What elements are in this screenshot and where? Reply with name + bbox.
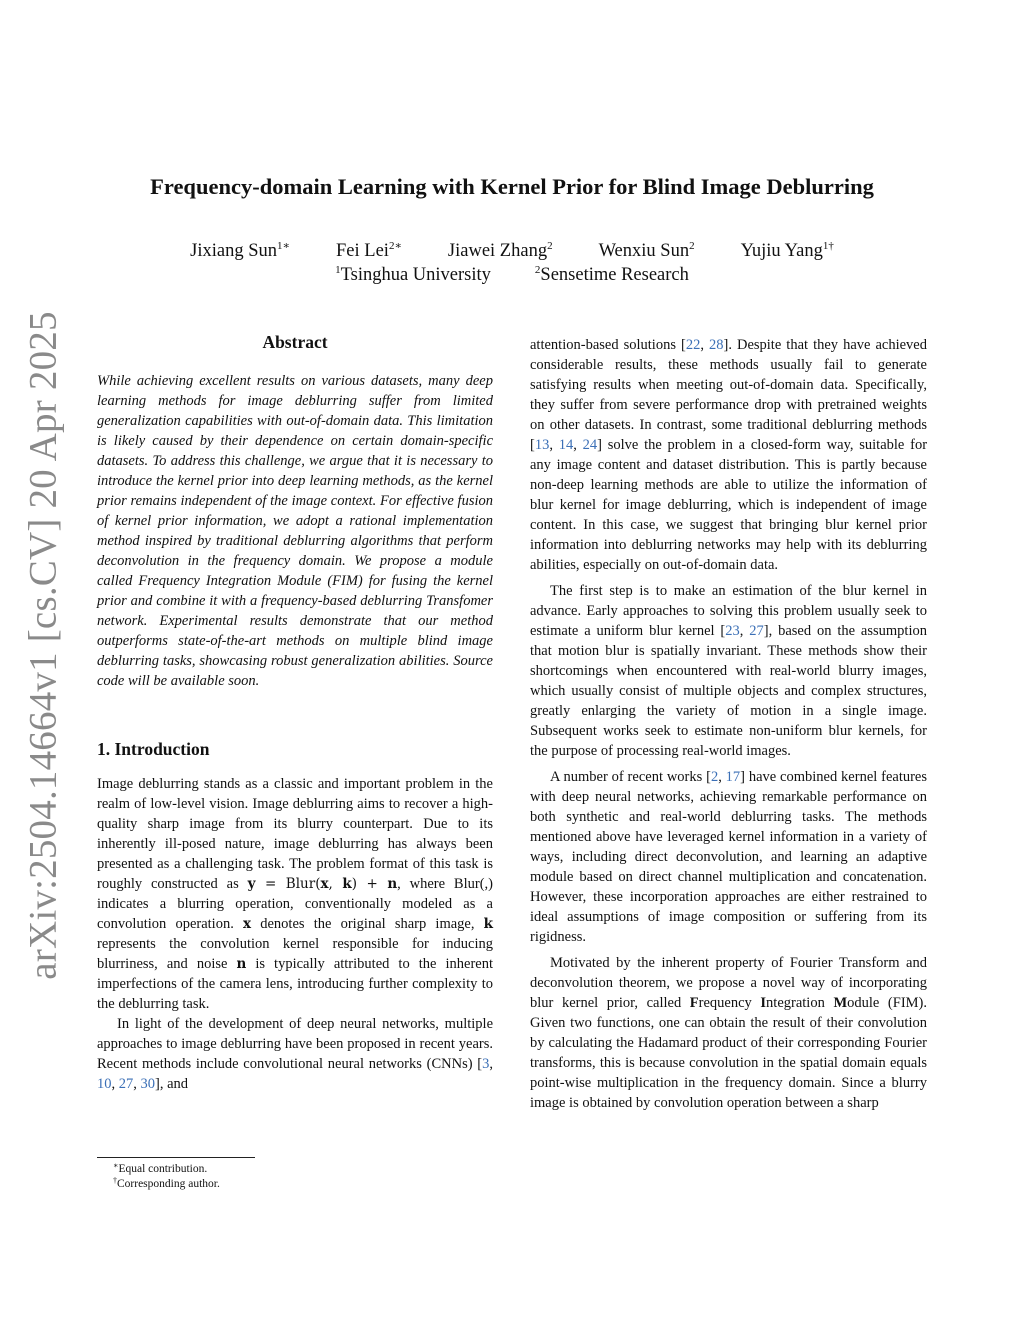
footnotes [97, 1157, 493, 1192]
footnote-text: Equal contribution. [118, 1163, 208, 1175]
equation [248, 876, 398, 892]
citation-link[interactable]: 30 [140, 1076, 155, 1092]
abstract-heading: Abstract [262, 332, 328, 352]
citation-link[interactable]: 24 [582, 437, 598, 453]
author-name: Fei Lei [336, 241, 389, 261]
section-heading-introduction: 1. Introduction [97, 739, 210, 759]
abstract-text: While achieving excellent results on various datasets, many deep learning methods for image deblurring suffer from limited generalization capabilities with out-of-domain data. This limitation is likely caused by their dependence on certain domain-specific datasets. To address this challenge, we argue that it is necessary to introduce the kernel prior into deep learning methods, as the kernel prior remains independent of the image context. For effective fusion of kernel prior information, we adopt a rational implementation method inspired by traditional deblurring algorithms that perform deconvolution in the frequency domain. We propose a module called Frequency Integration Module (FIM) for fusing the kernel prior and combine it with a frequency-based deblurring Transfomer network. Experimental results demonstrate that our method outperforms state-of-the-art methods on multiple blind image deblurring tasks, showcasing robust generalization abilities. Source code will be available soon. [97, 373, 493, 689]
acronym-letter: F [689, 995, 699, 1011]
acronym-letter: I [760, 995, 767, 1011]
author [599, 241, 695, 262]
right-column [530, 335, 927, 1113]
affiliation [535, 265, 689, 286]
text-run: In light of the development of deep neural networks, multiple approaches to image deblurring have been proposed in recent years. Recent methods include convolutional neural networks (CNNs) [ [97, 1016, 493, 1072]
citation-link[interactable]: 22 [685, 337, 701, 353]
text-run: ]. Despite that they have achieved considerable results, these methods usually fail to generate satisfying results when meeting out-of-domain data. Specifically, they suffer from severe performance drop with pretrained weights on other datasets. In contrast, some traditional deblurring methods [ [530, 337, 927, 453]
math-op: = Blur( [255, 876, 321, 892]
author-name: Yujiu Yang [740, 241, 823, 261]
text-run: Motivated by the inherent property of Fourier Transform and deconvolution theorem, we propose a novel way of incorporating blur kernel prior, called [530, 955, 927, 1011]
citation-link[interactable]: 27 [118, 1076, 134, 1092]
author-name: Jiawei Zhang [447, 241, 548, 261]
intro-paragraph-2 [97, 1014, 493, 1094]
citation-link[interactable]: 27 [749, 623, 764, 639]
arxiv-identifier-stamp [12, 310, 74, 980]
text-run: ] have combined kernel features with deep neural networks, achieving remarkable performance on both synthetic and real-world deblurring tasks. The methods mentioned above have leveraged kernel information in a variety of ways, including direct deconvolution, and learning an adaptive module based on direct channel multiplication and concatenation. However, these incorporation approaches are either restrained to ideal assumptions of image composition or suffering from its rigidness. [530, 769, 928, 945]
affiliation-name: Sensetime Research [540, 265, 689, 285]
math-op: ) + [351, 876, 388, 892]
citation-link[interactable]: 3 [482, 1056, 490, 1072]
citation-link[interactable]: 28 [709, 337, 724, 353]
math-var: y [247, 876, 256, 892]
text-run: represents the convolution kernel responsible for inducing blurriness, and noise [97, 936, 493, 972]
author [448, 241, 553, 262]
author-name: Wenxiu Sun [598, 241, 690, 261]
text-run: odule (FIM). Given two functions, one can obtain the result of their convolution by calculating the Hadamard product of their corresponding Fourier transforms, this is because convolution in the spatial domain equals point-wise multiplication in the frequency domain. Since a blurry image is obtained by convolution operation between a sharp [530, 995, 927, 1111]
math-var: x [320, 876, 329, 892]
intro-paragraph-1 [97, 774, 493, 1014]
affiliation-mark: 1 [335, 264, 341, 276]
acronym-letter: M [833, 995, 848, 1011]
citation-link[interactable]: 2 [710, 769, 719, 785]
text-run: , [111, 1076, 119, 1092]
math-var: n [387, 876, 398, 892]
affiliation-list [0, 265, 1024, 286]
text-run: ], based on the assumption that motion blur is spatially invariant. These methods show their shortcomings when encountered with real-world blurry images, which usually consist of multiple objects and complex structures, greatly enlarging the variety of motion in a single image. Subsequent works seek to estimate non-uniform blur kernels, for the purpose of processing real-world images. [530, 623, 927, 759]
footnote-divider [97, 1157, 255, 1158]
math-var: k [483, 916, 493, 932]
author-mark: 1† [822, 240, 834, 252]
text-run: , [549, 437, 559, 453]
author-mark: 2∗ [388, 240, 402, 252]
author-mark: 1∗ [277, 240, 291, 252]
text-run: , where Blur(,) indicates a blurring operation, conventionally modeled as a convolution operation. [97, 876, 493, 932]
math-var: x [243, 916, 252, 932]
text-run: , [718, 769, 726, 785]
citation-link[interactable]: 23 [725, 623, 740, 639]
text-run: , [739, 623, 750, 639]
text-run: requency [698, 995, 761, 1011]
right-paragraph-1 [530, 335, 927, 575]
text-run: , [700, 337, 709, 353]
text-run: , [133, 1076, 141, 1092]
author [741, 241, 834, 262]
citation-link[interactable]: 13 [534, 437, 550, 453]
right-paragraph-2 [530, 581, 927, 761]
author-name: Jixiang Sun [190, 241, 278, 261]
footnote [97, 1177, 493, 1192]
text-run: Image deblurring stands as a classic and important problem in the realm of low-level vision. Image deblurring aims to recover a high-quality sharp image from its blurry counterpart. Due to its inherently ill-posed nature, image deblurring has always been presented as a challenging task. The problem format of this task is roughly constructed as [97, 776, 493, 892]
text-run: The first step is to make an estimation of the blur kernel in advance. Early approaches to solving this problem usually seek to estimate a uniform blur kernel [ [530, 583, 927, 639]
text-run: ] solve the problem in a closed-form way, suitable for any image content and dataset distribution. This is partly because non-deep learning methods are able to utilize the information of blur kernel for image deblurring, which is independent of image content. In this case, we suggest that bringing blur kernel prior information into deblurring networks may help with its deblurring abilities, especially on out-of-domain data. [530, 437, 928, 573]
footnote-text: Corresponding author. [117, 1178, 220, 1190]
text-run: is typically attributed to the inherent imperfections of the camera lens, introducing further complexity to the deblurring task. [97, 956, 493, 1012]
author [190, 241, 290, 262]
text-run: , [573, 437, 583, 453]
affiliation-mark: 2 [534, 264, 541, 276]
footnote [97, 1162, 493, 1177]
right-paragraph-3 [530, 767, 927, 947]
text-run: attention-based solutions [ [530, 337, 686, 353]
paper-title: Frequency-domain Learning with Kernel Prior for Blind Image Deblurring [150, 174, 874, 199]
affiliation-name: Tsinghua University [340, 265, 491, 285]
arxiv-id-text: arXiv:2504.14664v1 [cs.CV] 20 Apr 2025 [21, 310, 65, 980]
math-op: , [328, 876, 343, 892]
author-list [0, 241, 1024, 262]
footnote-mark: † [113, 1176, 117, 1185]
text-run: , [489, 1056, 493, 1072]
text-run: ntegration [766, 995, 834, 1011]
text-run: denotes the original sharp image, [251, 916, 484, 932]
citation-link[interactable]: 17 [725, 769, 741, 785]
author-mark: 2 [547, 240, 553, 252]
math-var: n [236, 956, 247, 972]
citation-link[interactable]: 10 [97, 1076, 112, 1092]
author-mark: 2 [689, 240, 695, 252]
author [336, 241, 402, 262]
text-run: ], and [155, 1076, 189, 1092]
left-column [97, 332, 493, 1094]
citation-link[interactable]: 14 [558, 437, 574, 453]
text-run: A number of recent works [ [550, 769, 711, 785]
affiliation [335, 265, 491, 286]
right-paragraph-4 [530, 953, 927, 1113]
math-var: k [342, 876, 352, 892]
footnote-mark: ∗ [113, 1161, 119, 1170]
